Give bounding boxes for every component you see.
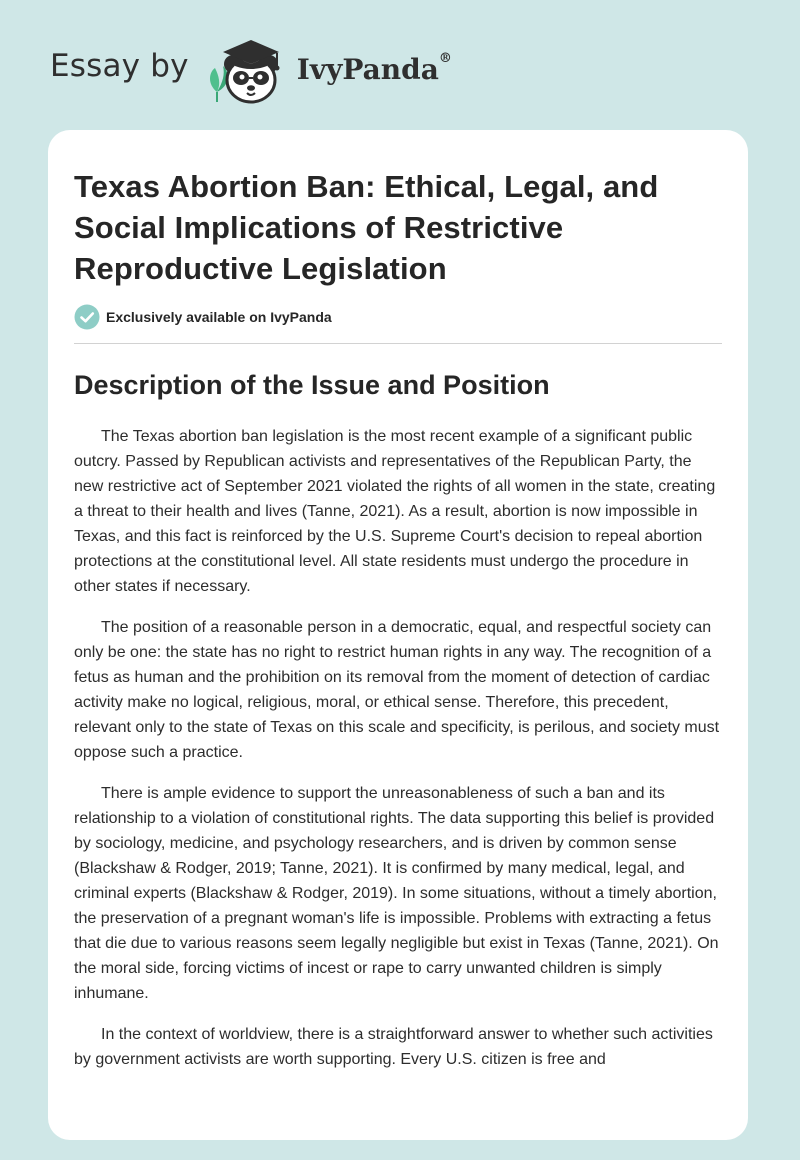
exclusive-label: Exclusively available on IvyPanda (106, 309, 332, 325)
brand-prefix: Essay by (50, 48, 189, 84)
essay-card (48, 130, 748, 1140)
trademark-symbol: ® (438, 51, 452, 67)
panda-graduate-icon (203, 30, 295, 110)
brand-name: IvyPanda® (296, 51, 452, 86)
paragraph-4: In the context of worldview, there is a straightforward answer to whether such activities by government activists are worth supporting. Every U.S. citizen is free and (74, 1026, 713, 1068)
paragraph-3: There is ample evidence to support the unreasonableness of such a ban and its relationship to a violation of constitutional rights. The data supporting this belief is provided by sociology, medicine, and psychology researchers, and is driven by common sense (Blackshaw & Rodger, 2019; Tanne, 2021). It is confirmed by many medical, legal, and criminal experts (Blackshaw & Rodger, 2019). In some situations, without a timely abortion, the preservation of a pregnant woman's life is impossible. Problems with extracting a fetus that die due to various reasons seem legally negligible but exist in Texas (Tanne, 2021). On the moral side, forcing victims of incest or rape to carry unwanted children is simply inhumane. (74, 785, 719, 1002)
paragraph-2: The position of a reasonable person in a democratic, equal, and respectful society can only be one: the state has no right to restrict human rights in any way. The recognition of a fetus as human and the prohibition on its removal from the moment of detection of cardiac activity make no logical, religious, moral, or ethical sense. Therefore, this precedent, relevant only to the state of Texas on this scale and specificity, is perilous, and society must oppose such a practice. (74, 619, 720, 761)
paragraph-1: The Texas abortion ban legislation is the most recent example of a significant public outcry. Passed by Republican activists and representatives of the Republican Party, the new restrictive act of September 2021 violated the rights of all women in the state, creating a threat to their health and lives (Tanne, 2021). As a result, abortion is now impossible in Texas, and this fact is reinforced by the U.S. Supreme Court's decision to repeal abortion protections at the constitutional level. All state residents must undergo the procedure in other states if necessary. (74, 428, 716, 595)
title-divider (74, 343, 722, 344)
essay-title: Texas Abortion Ban: Ethical, Legal, and Social Implications of Restrictive Reproductive Legislation (74, 169, 659, 286)
exclusive-badge (74, 303, 722, 331)
section-heading: Description of the Issue and Position (74, 370, 550, 400)
essay-body (74, 424, 722, 1072)
brand-header[interactable] (50, 30, 452, 110)
check-badge-icon (74, 304, 100, 330)
